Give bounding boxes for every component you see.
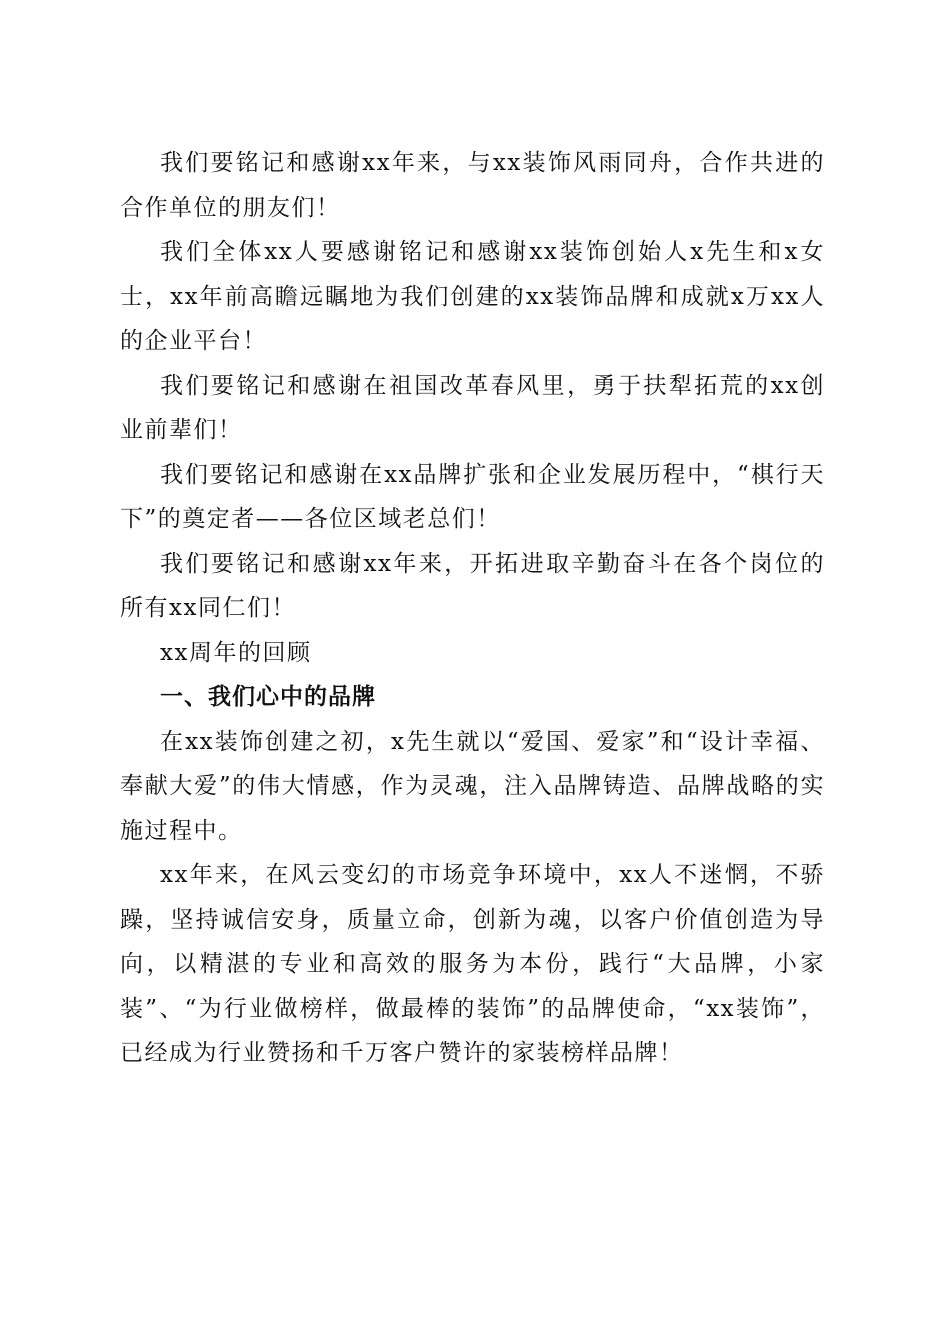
document-body [120,141,825,1076]
paragraph-thanks-colleagues: 我们要铭记和感谢xx年来，开拓进取辛勤奋斗在各个岗位的所有xx同仁们！ [120,550,825,621]
paragraph-thanks-pioneers: 我们要铭记和感谢在祖国改革春风里，勇于扶犁拓荒的xx创业前辈们！ [120,372,825,443]
paragraph-thanks-founders: 我们全体xx人要感谢铭记和感谢xx装饰创始人x先生和x女士，xx年前高瞻远瞩地为我们创建的xx装饰品牌和成就x万xx人的企业平台！ [120,239,825,354]
paragraph-thanks-partners: 我们要铭记和感谢xx年来，与xx装饰风雨同舟，合作共进的合作单位的朋友们！ [120,150,825,221]
paragraph-review-title: xx周年的回顾 [160,639,312,666]
section-heading: 一、我们心中的品牌 [160,684,376,710]
paragraph-brand-mission: xx年来，在风云变幻的市场竞争环境中，xx人不迷惘，不骄躁，坚持诚信安身，质量立命，创新为魂，以客户价值创造为导向，以精湛的专业和高效的服务为本份，践行“大品牌，小家装”、“为行业做榜样，做最棒的装饰”的品牌使命，“xx装饰”，已经成为行业赞扬和千万客户赞许的家装榜样品牌！ [120,862,825,1066]
paragraph-brand-origin: 在xx装饰创建之初，x先生就以“爱国、爱家”和“设计幸福、奉献大爱”的伟大情感，作为灵魂，注入品牌铸造、品牌战略的实施过程中。 [120,728,825,844]
paragraph-thanks-regional-leaders: 我们要铭记和感谢在xx品牌扩张和企业发展历程中，“棋行天下”的奠定者——各位区域老总们！ [120,461,825,532]
